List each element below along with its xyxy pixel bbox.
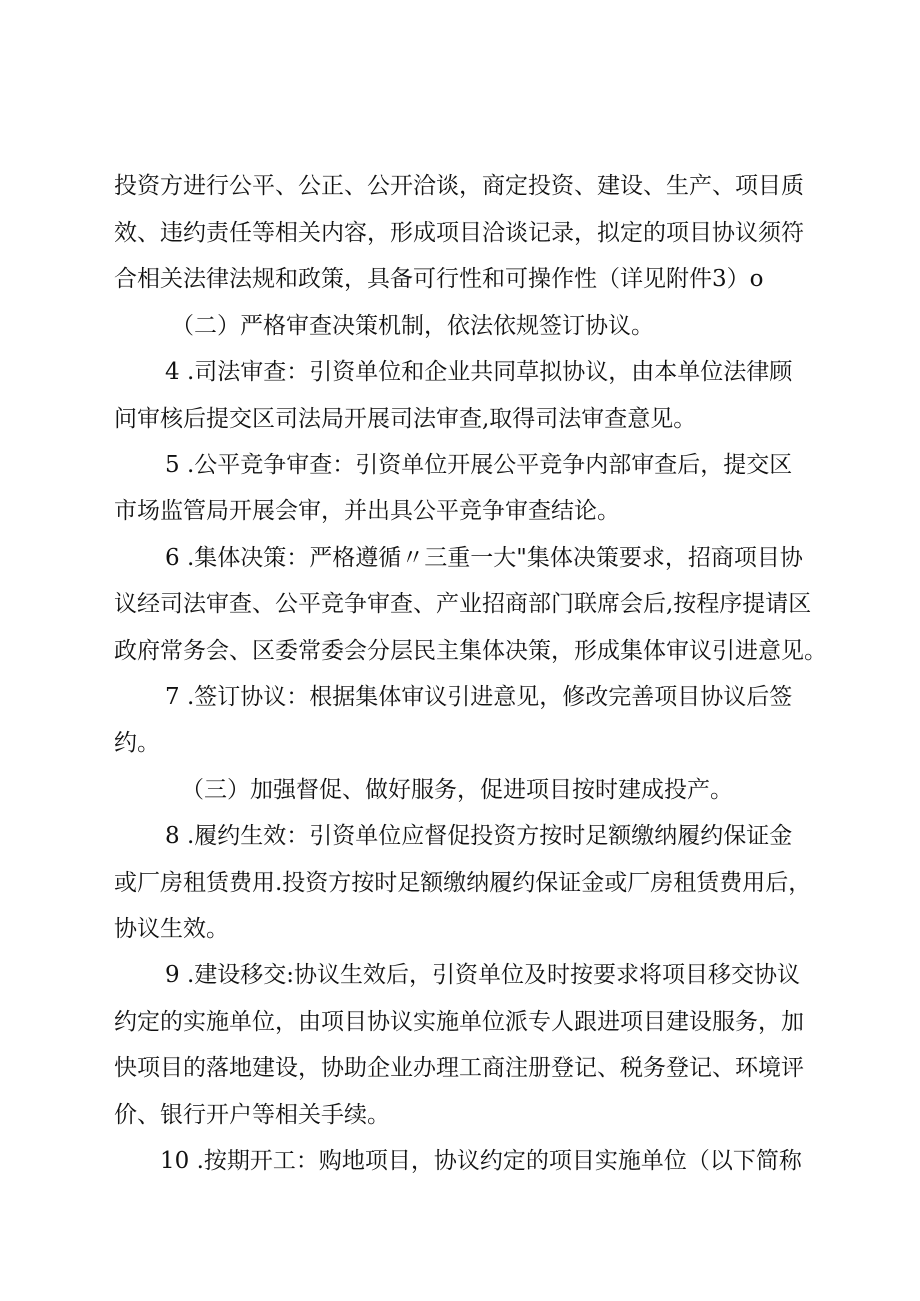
text-line: 约。 — [114, 730, 160, 756]
text-line: 10 .按期开工：购地项目，协议约定的项目实施单位（以下简称 — [160, 1148, 802, 1174]
text-line: 市场监管局开展会审，并出具公平竞争审查结论。 — [114, 498, 620, 524]
text-line: 6 .集体决策：严格遵循〃三重一大"集体决策要求，招商项目协 — [165, 545, 803, 571]
section-heading: （二）严格审查决策机制，依法依规签订协议。 — [171, 313, 654, 339]
text-line: 效、违约责任等相关内容，形成项目洽谈记录，拟定的项目协议须符 — [114, 220, 804, 246]
text-line: 合相关法律法规和政策，具备可行性和可操作性（详见附件3）o — [114, 266, 764, 292]
text-line: 投资方进行公平、公正、公开洽谈，商定投资、建设、生产、项目质 — [114, 173, 804, 199]
text-line: 8 .履约生效：引资单位应督促投资方按时足额缴纳履约保证金 — [165, 823, 793, 849]
text-line: 4 .司法审查：引资单位和企业共同草拟协议，由本单位法律顾 — [165, 359, 793, 385]
text-line: 约定的实施单位，由项目协议实施单位派专人跟进项目建设服务，加 — [114, 1009, 804, 1035]
text-line: 价、银行开户等相关手续。 — [114, 1102, 390, 1128]
text-line: 9 .建设移交:协议生效后，引资单位及时按要求将项目移交协议 — [165, 962, 801, 988]
text-line: 快项目的落地建设，协助企业办理工商注册登记、税务登记、环境评 — [114, 1055, 804, 1081]
section-heading: （三）加强督促、做好服务，促进项目按时建成投产。 — [181, 777, 733, 803]
text-line: 协议生效。 — [114, 916, 229, 942]
text-line: 政府常务会、区委常委会分层民主集体决策，形成集体审议引进意见。 — [114, 638, 827, 664]
text-line: 5 .公平竞争审查：引资单位开展公平竞争内部审查后，提交区 — [165, 452, 793, 478]
text-line: 问审核后提交区司法局开展司法审查,取得司法审查意见。 — [114, 406, 697, 432]
text-line: 或厂房租赁费用.投资方按时足额缴纳履约保证金或厂房租赁费用后， — [114, 870, 812, 896]
text-line: 7 .签订协议：根据集体审议引进意见，修改完善项目协议后签 — [165, 684, 793, 710]
text-line: 议经司法审查、公平竞争审查、产业招商部门联席会后,按程序提请区 — [114, 591, 812, 617]
